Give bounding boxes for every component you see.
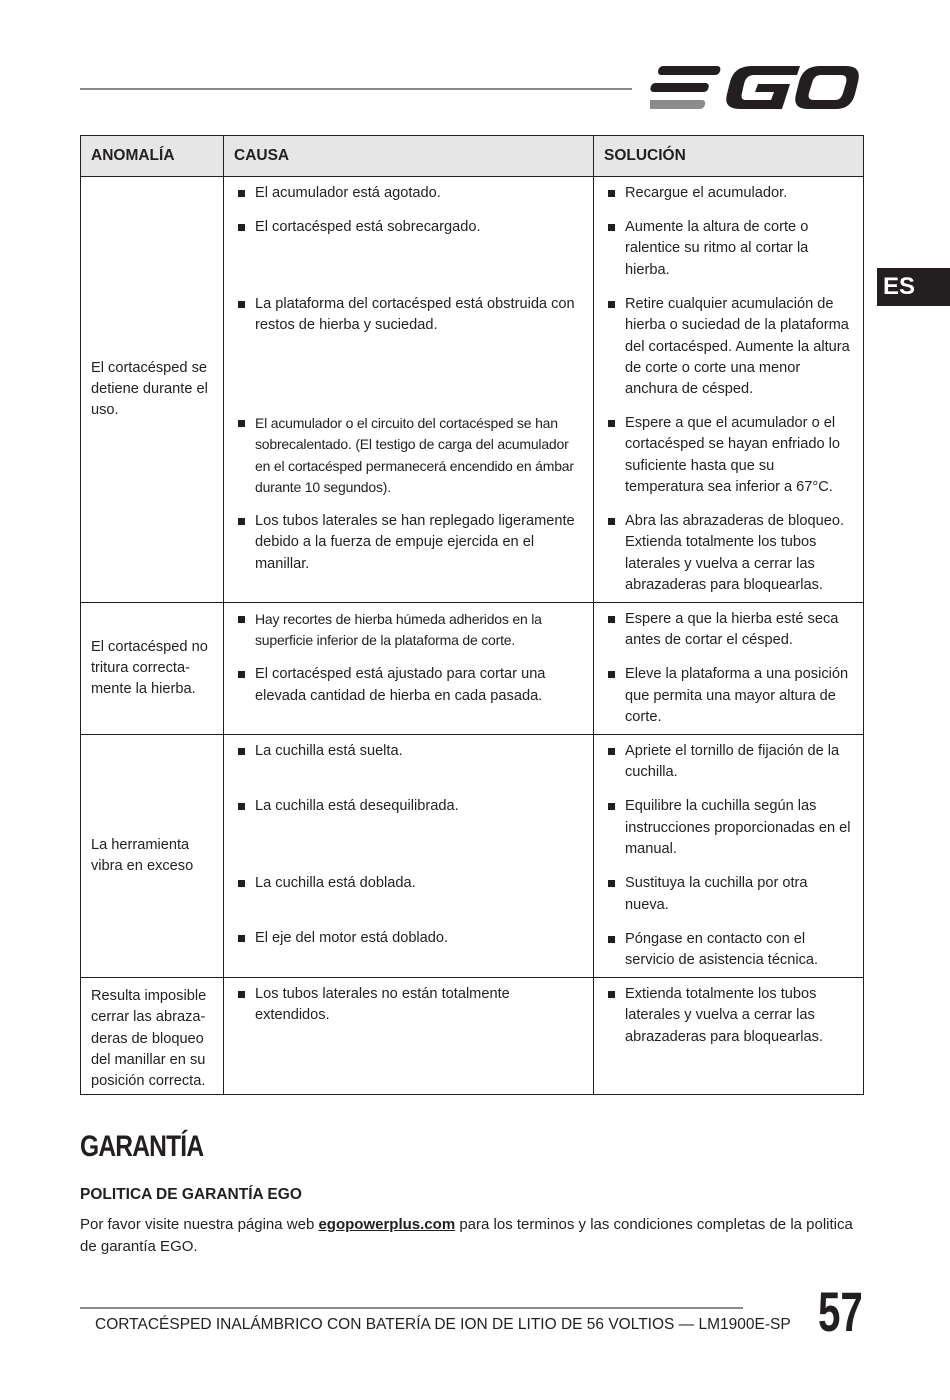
- table-header-row: [81, 136, 864, 177]
- language-tab[interactable]: ES: [877, 268, 950, 306]
- header-cause: CAUSA: [224, 136, 594, 177]
- cause-text: La plataforma del cortacésped está obstruida con restos de hierba y suciedad.: [255, 296, 575, 334]
- bullet-icon: [238, 420, 245, 427]
- anomaly-cell: El cortacésped no tritura correcta-mente la hierba.: [81, 603, 224, 735]
- cause-cell: [224, 603, 594, 735]
- solution-cell: [594, 978, 864, 1095]
- bullet-icon: [238, 518, 245, 525]
- bullet-icon: [608, 420, 615, 427]
- solution-text: Abra las abrazaderas de bloqueo. Extienda totalmente los tubos laterales y vuelva a cerrar las abrazaderas para bloquearlas.: [625, 513, 845, 593]
- bullet-icon: [608, 518, 615, 525]
- bullet-icon: [238, 190, 245, 197]
- bullet-icon: [238, 301, 245, 308]
- policy-title: POLITICA DE GARANTÍA EGO: [80, 1186, 302, 1203]
- troubleshooting-table: [80, 135, 864, 1095]
- cause-text: La cuchilla está doblada.: [255, 875, 416, 892]
- solution-text: Recargue el acumulador.: [625, 185, 788, 201]
- bullet-icon: [608, 748, 615, 755]
- policy-text: [80, 1214, 870, 1258]
- policy-text-before: Por favor visite nuestra página web: [80, 1216, 319, 1233]
- ego-logo: [650, 62, 862, 114]
- logo-text: EGO: [650, 62, 653, 63]
- bullet-icon: [238, 671, 245, 678]
- bullet-icon: [608, 936, 615, 943]
- bullet-icon: [238, 616, 245, 623]
- cause-text: El acumulador o el circuito del cortacésped se han sobrecalentado. (El testigo de carga del acumulador en el cortacésped permanecerá encendido en ámbar durante 10 segundos).: [255, 415, 574, 495]
- bullet-icon: [608, 671, 615, 678]
- solution-text: Extienda totalmente los tubos laterales y vuelva a cerrar las abrazaderas para bloquearlas.: [625, 986, 823, 1045]
- cause-text: El eje del motor está doblado.: [255, 930, 449, 947]
- solution-cell: [594, 603, 864, 735]
- footer-title: CORTACÉSPED INALÁMBRICO CON BATERÍA DE ION DE LITIO DE 56 VOLTIOS — LM1900E-SP: [95, 1316, 791, 1333]
- anomaly-cell: Resulta imposible cerrar las abraza-deras de bloqueo del manillar en su posición correcta.: [81, 978, 224, 1095]
- table-row: [81, 177, 864, 603]
- bullet-icon: [608, 616, 615, 623]
- bullet-icon: [608, 803, 615, 810]
- table-row: [81, 978, 864, 1095]
- bullet-icon: [608, 190, 615, 197]
- cause-cell: [224, 735, 594, 978]
- header-anomaly: ANOMALÍA: [81, 136, 224, 177]
- bullet-icon: [238, 880, 245, 887]
- cause-cell: [224, 978, 594, 1095]
- cause-text: El cortacésped está sobrecargado.: [255, 219, 481, 236]
- cause-text: Los tubos laterales se han replegado ligeramente debido a la fuerza de empuje ejercida en el manillar.: [255, 513, 575, 572]
- bullet-icon: [238, 803, 245, 810]
- bullet-icon: [608, 224, 615, 231]
- bullet-icon: [238, 935, 245, 942]
- header-solution: SOLUCIÓN: [594, 136, 864, 177]
- anomaly-cell: La herramienta vibra en exceso: [81, 735, 224, 978]
- table-row: [81, 735, 864, 978]
- footer-rule: [80, 1307, 743, 1309]
- policy-text-after: para los terminos y las condiciones completas de la politica de garantía EGO.: [80, 1216, 853, 1255]
- solution-text: Espere a que el acumulador o el cortacésped se hayan enfriado lo suficiente hasta que su temperatura sea inferior a 67°C.: [625, 415, 840, 495]
- cause-text: Los tubos laterales no están totalmente extendidos.: [255, 986, 510, 1024]
- warranty-title: GARANTÍA: [80, 1130, 204, 1163]
- cause-cell: [224, 177, 594, 603]
- cause-text: El acumulador está agotado.: [255, 185, 441, 201]
- anomaly-cell: El cortacésped se detiene durante el uso.: [81, 177, 224, 603]
- solution-cell: [594, 177, 864, 603]
- table-row: [81, 603, 864, 735]
- header-rule: [80, 88, 632, 90]
- bullet-icon: [608, 991, 615, 998]
- bullet-icon: [608, 301, 615, 308]
- page-number: 57: [818, 1280, 863, 1343]
- bullet-icon: [238, 748, 245, 755]
- website-link[interactable]: egopowerplus.com: [318, 1216, 456, 1233]
- cause-text: Hay recortes de hierba húmeda adheridos en la superficie inferior de la plataforma de corte.: [255, 611, 542, 649]
- solution-text: Sustituya la cuchilla por otra nueva.: [625, 875, 808, 913]
- bullet-icon: [238, 991, 245, 998]
- cause-text: La cuchilla está suelta.: [255, 743, 403, 760]
- solution-text: Aumente la altura de corte o ralentice su ritmo al cortar la hierba.: [625, 219, 809, 278]
- cause-text: El cortacésped está ajustado para cortar una elevada cantidad de hierba en cada pasada.: [255, 666, 546, 704]
- cause-text: La cuchilla está desequilibrada.: [255, 798, 459, 815]
- solution-text: Eleve la plataforma a una posición que permita una mayor altura de corte.: [625, 666, 849, 725]
- solution-cell: [594, 735, 864, 978]
- solution-text: Apriete el tornillo de fijación de la cuchilla.: [625, 743, 840, 781]
- solution-text: Retire cualquier acumulación de hierba o suciedad de la plataforma del cortacésped. Aumente la altura de corte o corte una menor anchura de césped.: [625, 296, 850, 398]
- solution-text: Espere a que la hierba esté seca antes de cortar el césped.: [625, 611, 839, 649]
- bullet-icon: [238, 224, 245, 231]
- bullet-icon: [608, 880, 615, 887]
- solution-text: Póngase en contacto con el servicio de asistencia técnica.: [625, 930, 819, 969]
- solution-text: Equilibre la cuchilla según las instrucciones proporcionadas en el manual.: [625, 798, 851, 857]
